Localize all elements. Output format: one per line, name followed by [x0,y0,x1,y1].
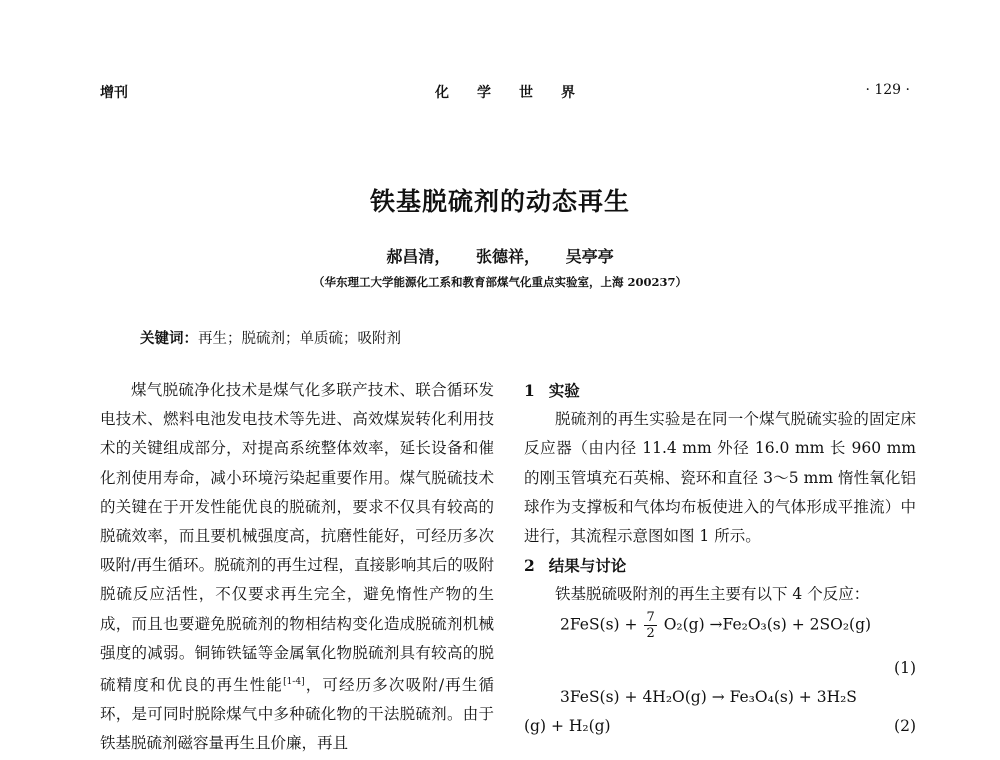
eq2-continuation: (g) + H₂(g) [524,716,611,735]
equation-2-line2 [524,712,916,741]
eq1-fraction [644,610,656,641]
header-left: 增刊 [100,85,128,101]
intro-paragraph [100,376,494,759]
keywords [140,327,401,348]
citation: [1-4] [283,677,305,688]
eq1-frac-num: 7 [646,609,655,625]
eq1-right: O₂(g) →Fe₂O₃(s) + 2SO₂(g) [663,615,872,634]
affiliation: （华东理工大学能源化工系和教育部煤气化重点实验室，上海 200237） [312,275,687,289]
intro-text-a: 煤气脱硫净化技术是煤气化多联产技术、联合循环发电技术、燃料电池发电技术等先进、高效煤炭转化利用技术的关键组成部分，对提高系统整体效率，延长设备和催化剂使用寿命，减小环境污染起重要作用。煤气脱硫技术的关键在于开发性能优良的脱硫剂，要求不仅具有较高的脱硫效率，而且要机械强度高，抗磨性能好，可经历多次吸附/再生循环。脱硫剂的再生过程，直接影响其后的吸附脱硫反应活性，不仅要求再生完全，避免惰性产物的生成，而且也要避免脱硫剂的物相结构变化造成脱硫剂机械强度的减弱。铜钸铁锰等金属氧化物脱硫剂具有较高的脱硫精度和优良的再生性能 [100,381,494,695]
eq1-frac-den: 2 [646,625,655,641]
paper-title: 铁基脱硫剂的动态再生 [369,187,630,216]
section-2-title: 结果与讨论 [548,556,627,576]
section-2-heading [524,551,916,580]
keywords-value: 再生；脱硫剂；单质硫；吸附剂 [198,331,401,347]
equation-1 [560,610,916,654]
reactions-intro: 铁基脱硫吸附剂的再生主要有以下 4 个反应： [555,585,870,604]
equation-1-number: (1) [894,658,916,677]
author-2: 张德祥， [475,247,540,266]
author-3: 吴亭亭 [565,247,614,266]
running-header [100,82,910,106]
section-1-number: 1 [524,381,535,400]
section-2-number: 2 [524,556,535,576]
keywords-label: 关键词： [140,330,198,347]
author-1: 郝昌清， [386,247,451,266]
right-column [524,376,916,741]
intro-text-b: ，可经历多次吸附/再生循环，是可同时脱除煤气中多种硫化物的干法脱硫剂。由于铁基脱硫剂磁容量再生且价廉，再且 [100,676,494,753]
page-number: · 129 · [865,82,910,98]
author-list [0,244,1000,267]
section-1-heading [524,376,916,405]
equation-2-line1: 3FeS(s) + 4H₂O(g) → Fe₃O₄(s) + 3H₂S [560,687,857,706]
journal-name: 化学世界 [435,85,603,101]
left-column [100,376,494,759]
eq1-left: 2FeS(s) + [560,615,638,634]
equation-2-number: (2) [894,716,916,735]
experiment-paragraph: 脱硫剂的再生实验是在同一个煤气脱硫实验的固定床反应器（由内径 11.4 mm 外径 16.0 mm 长 960 mm 的刚玉管填充石英棉、瓷环和直径 3～5 mm 惰性氧化铝球作为支撑板和气体均布板使进入的气体形成平推流）中进行，其流程示意图如图 1 所示。 [524,410,916,546]
section-1-title: 实验 [548,381,580,400]
